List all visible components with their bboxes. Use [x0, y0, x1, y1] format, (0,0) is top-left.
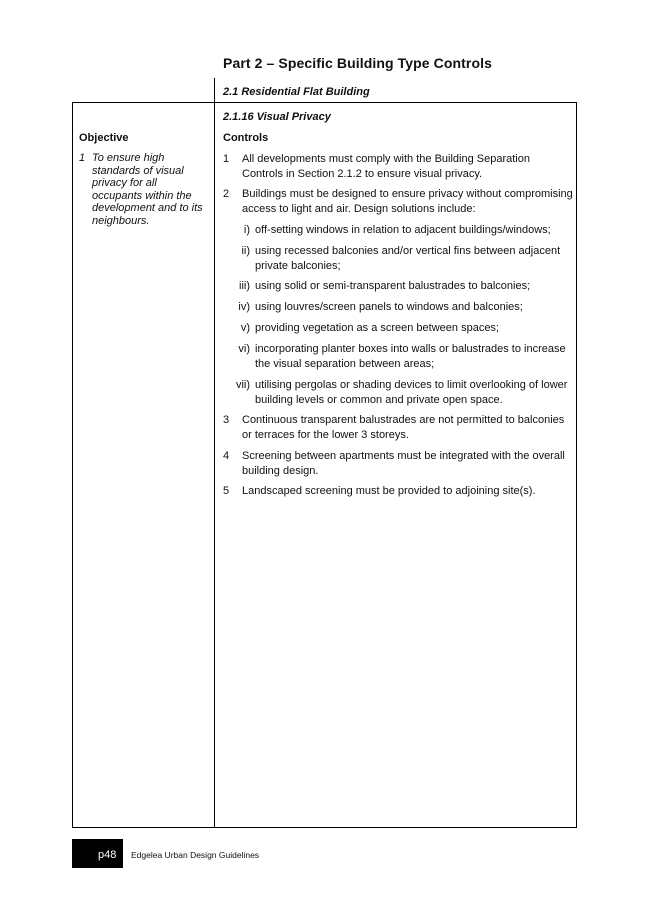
footer-document-title: Edgelea Urban Design Guidelines: [131, 850, 260, 860]
control-sub-item: [223, 244, 573, 274]
control-sub-item: [223, 300, 573, 315]
control-sub-item: [223, 223, 573, 238]
sub-item-number: vi): [238, 343, 250, 355]
sub-item-number: i): [243, 224, 250, 236]
control-item: [223, 187, 573, 217]
control-number: 1: [223, 153, 230, 165]
column-divider-top: [214, 78, 215, 103]
control-item: [223, 413, 573, 443]
sub-item-number: ii): [241, 245, 250, 257]
sub-item-text: incorporating planter boxes into walls or balustrades to increase the visual separation between areas;: [255, 343, 566, 370]
objective-heading: Objective: [79, 132, 129, 144]
control-item: [223, 449, 573, 479]
sub-item-text: utilising pergolas or shading devices to limit overlooking of lower building levels or common and private open space.: [255, 379, 568, 406]
control-text: Buildings must be designed to ensure privacy without compromising access to light and air. Design solutions include:: [242, 188, 573, 215]
sub-item-number: iii): [239, 280, 250, 292]
control-number: 2: [223, 188, 230, 200]
control-item: [223, 152, 573, 182]
sub-item-number: iv): [238, 301, 250, 313]
control-item: [223, 484, 573, 499]
sub-item-text: off-setting windows in relation to adjacent buildings/windows;: [255, 224, 551, 236]
sub-item-text: using louvres/screen panels to windows and balconies;: [255, 301, 523, 313]
objective-text: To ensure high standards of visual privacy for all occupants within the development and to its neighbours.: [92, 152, 203, 227]
column-divider: [214, 102, 215, 828]
footer-page-number: p48: [98, 849, 117, 861]
page-title: Part 2 – Specific Building Type Controls: [223, 55, 493, 71]
control-sub-item: [223, 342, 573, 372]
control-number: 3: [223, 414, 230, 426]
control-text: All developments must comply with the Building Separation Controls in Section 2.1.2 to ensure visual privacy.: [242, 153, 530, 180]
sub-item-text: using solid or semi-transparent balustrades to balconies;: [255, 280, 531, 292]
subsection-title: 2.1.16 Visual Privacy: [223, 111, 331, 123]
control-sub-item: [223, 279, 573, 294]
control-text: Screening between apartments must be integrated with the overall building design.: [242, 450, 565, 477]
controls-heading: Controls: [223, 132, 269, 144]
section-title: 2.1 Residential Flat Building: [223, 86, 370, 98]
objective-item: [79, 152, 209, 227]
sub-item-number: vii): [235, 379, 250, 391]
sub-item-text: using recessed balconies and/or vertical fins between adjacent private balconies;: [255, 245, 561, 272]
control-sub-item: [223, 378, 573, 408]
control-number: 4: [223, 450, 230, 462]
control-sub-item: [223, 321, 573, 336]
objective-number: 1: [79, 152, 86, 164]
sub-item-text: providing vegetation as a screen between spaces;: [255, 322, 499, 334]
control-number: 5: [223, 485, 230, 497]
control-text: Continuous transparent balustrades are not permitted to balconies or terraces for the lower 3 storeys.: [242, 414, 565, 441]
sub-item-number: v): [240, 322, 250, 334]
control-text: Landscaped screening must be provided to adjoining site(s).: [242, 485, 536, 497]
